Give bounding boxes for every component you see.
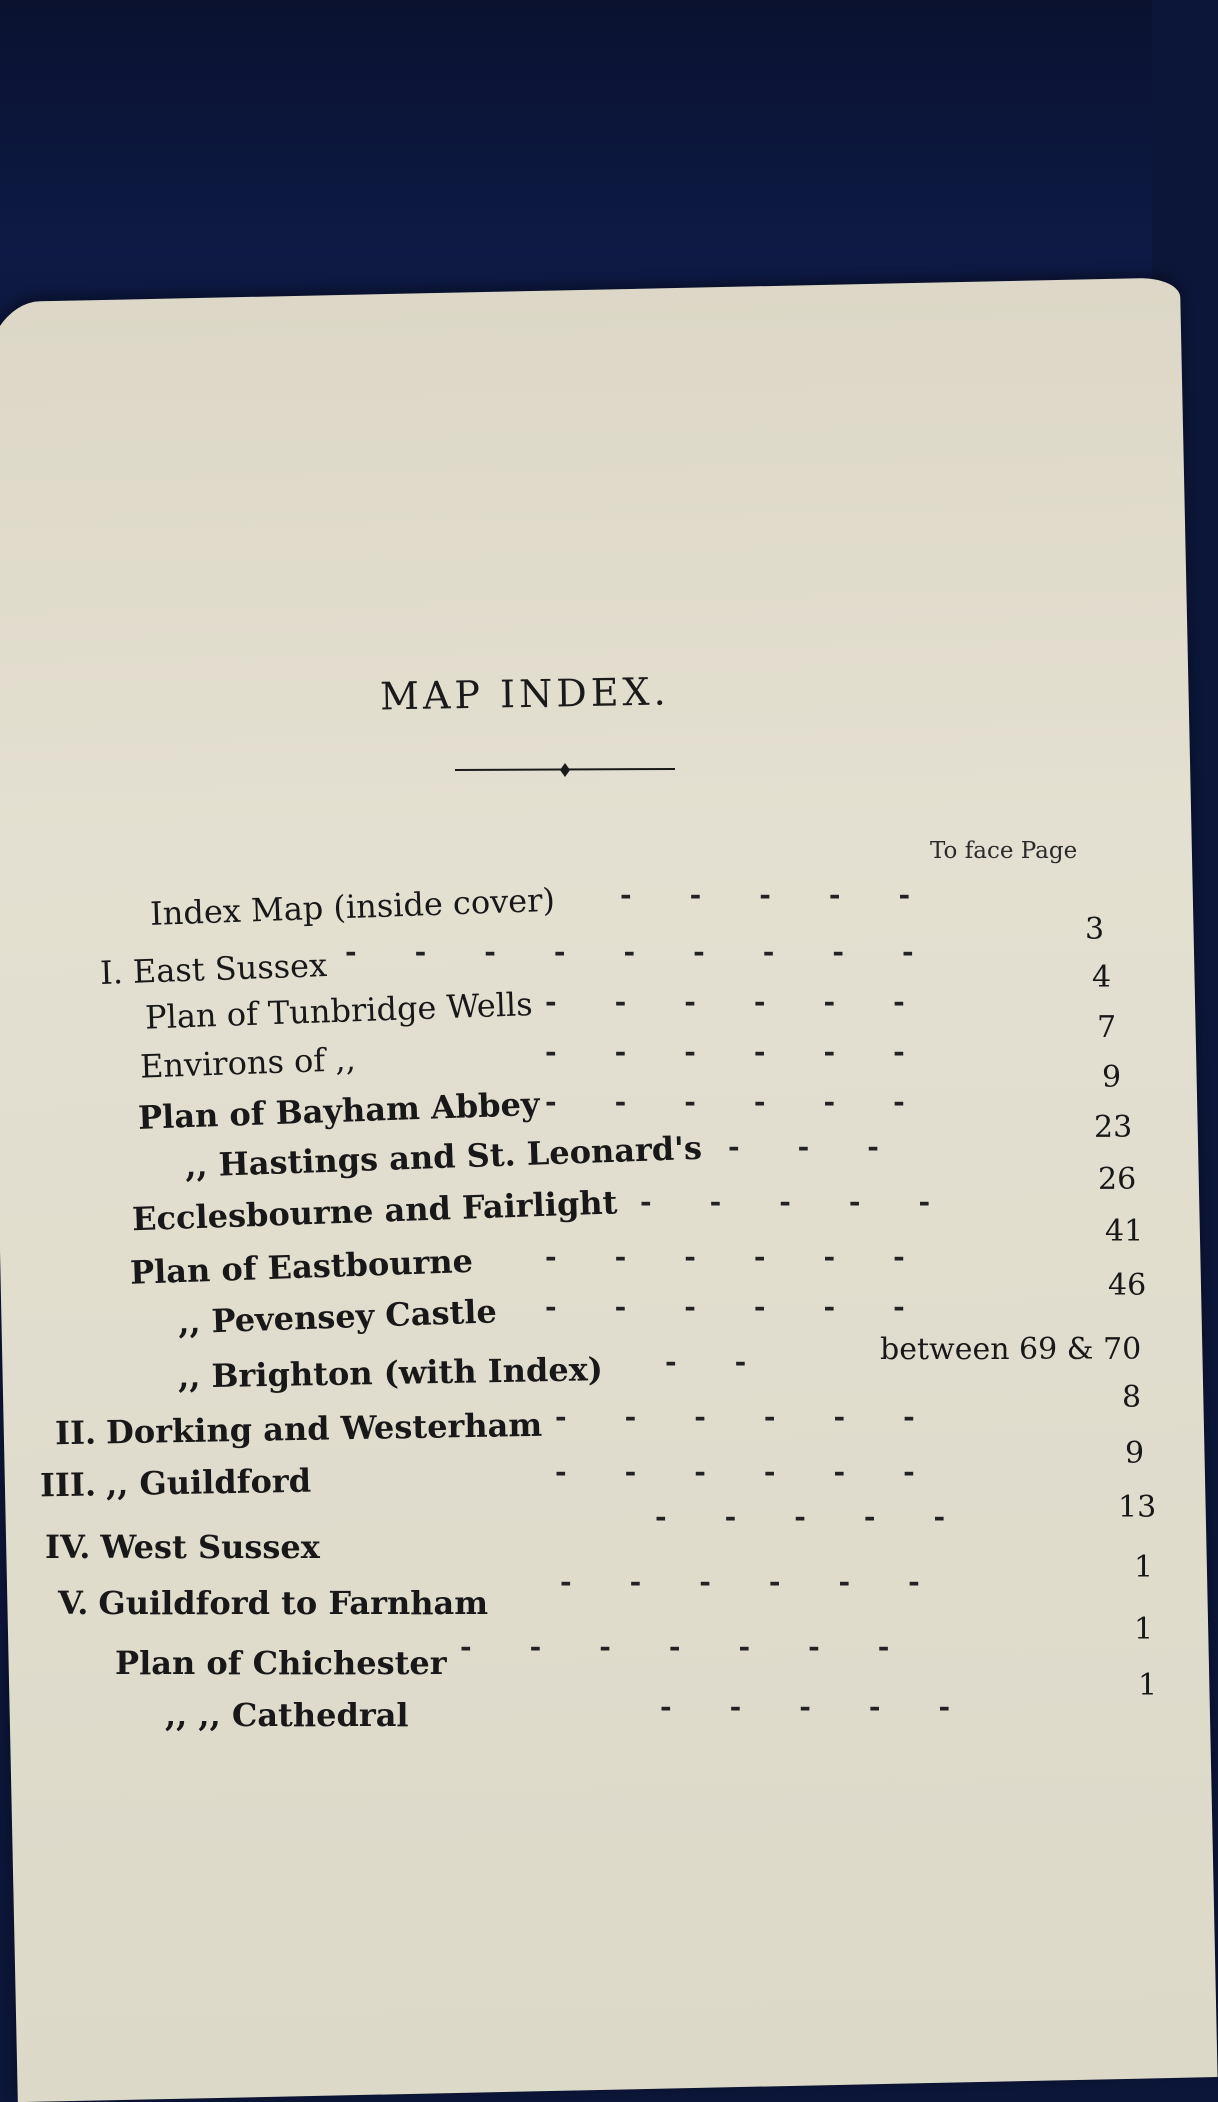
leader-dots: ------ bbox=[545, 1290, 963, 1323]
entry-page: 3 bbox=[1085, 912, 1105, 947]
entry-numeral: I. bbox=[99, 953, 124, 992]
leader-dots: ----- bbox=[655, 1500, 1004, 1533]
index-entry bbox=[134, 985, 533, 1037]
entry-label: Ecclesbourne and Fairlight bbox=[131, 1183, 618, 1239]
entry-page: 1 bbox=[1134, 1612, 1154, 1647]
index-entry bbox=[174, 1129, 702, 1185]
entry-label: Environs of ,, bbox=[139, 1040, 357, 1086]
column-header: To face Page bbox=[930, 838, 1078, 864]
entry-page: 9 bbox=[1125, 1436, 1145, 1471]
entry-numeral: IV. bbox=[45, 1528, 91, 1566]
entry-numeral: III. bbox=[39, 1465, 97, 1505]
index-entry bbox=[119, 1242, 473, 1292]
entry-page: 4 bbox=[1092, 960, 1112, 995]
index-entry bbox=[121, 1183, 617, 1238]
entry-numeral: V. bbox=[58, 1584, 89, 1622]
index-entry bbox=[127, 1085, 540, 1137]
entry-page: 7 bbox=[1097, 1010, 1117, 1045]
index-entry bbox=[40, 1462, 312, 1505]
entry-label: Guildford to Farnham bbox=[98, 1584, 489, 1622]
entry-page: 23 bbox=[1094, 1110, 1133, 1145]
entry-numeral: II. bbox=[54, 1413, 97, 1453]
entry-label: ,, Brighton (with Index) bbox=[177, 1350, 604, 1396]
index-entry bbox=[45, 1528, 320, 1566]
index-entry bbox=[129, 1040, 356, 1086]
index-entry bbox=[167, 1292, 497, 1341]
index-entry bbox=[168, 1350, 603, 1396]
entry-page: between 69 & 70 bbox=[880, 1332, 1142, 1367]
leader-dots: ----- bbox=[660, 1690, 1009, 1723]
index-entry bbox=[99, 946, 327, 992]
entry-label: Plan of Chichester bbox=[115, 1644, 447, 1682]
leader-dots: ------ bbox=[545, 1035, 963, 1068]
entry-page: 1 bbox=[1138, 1668, 1158, 1703]
entry-label: Plan of Bayham Abbey bbox=[137, 1084, 541, 1137]
entry-page: 1 bbox=[1134, 1550, 1154, 1585]
index-entry bbox=[55, 1406, 543, 1452]
entry-page: 13 bbox=[1118, 1490, 1157, 1525]
leader-dots: ------ bbox=[545, 1085, 963, 1118]
page-title: MAP INDEX. bbox=[379, 669, 670, 719]
entry-label: Index Map (inside cover) bbox=[149, 880, 556, 933]
index-entry bbox=[155, 1696, 409, 1734]
index-entry bbox=[105, 1644, 447, 1682]
entry-label: West Sussex bbox=[100, 1528, 320, 1566]
leader-dots: --- bbox=[728, 1130, 937, 1163]
leader-dots: ------ bbox=[545, 1240, 963, 1273]
entry-label: ,, Hastings and St. Leonard's bbox=[184, 1128, 703, 1185]
entry-label: Dorking and Westerham bbox=[105, 1405, 543, 1452]
entry-label: Plan of Tunbridge Wells bbox=[144, 985, 534, 1037]
leader-dots: ----- bbox=[620, 878, 969, 911]
leader-dots: ------ bbox=[545, 985, 963, 1018]
entry-page: 41 bbox=[1105, 1214, 1144, 1249]
title-ornament bbox=[455, 762, 675, 778]
entry-label: ,, Guildford bbox=[105, 1461, 312, 1504]
entry-label: ,, ,, Cathedral bbox=[165, 1696, 409, 1734]
entry-label: ,, Pevensey Castle bbox=[177, 1292, 498, 1342]
index-entry bbox=[58, 1584, 488, 1622]
leader-dots: -- bbox=[665, 1345, 805, 1378]
leader-dots: ------ bbox=[555, 1400, 973, 1433]
entry-label: Plan of Eastbourne bbox=[129, 1241, 474, 1292]
entry-page: 46 bbox=[1108, 1268, 1147, 1303]
entry-page: 8 bbox=[1122, 1380, 1142, 1415]
leader-dots: ------- bbox=[460, 1630, 948, 1663]
entry-page: 9 bbox=[1102, 1060, 1122, 1095]
entry-page: 26 bbox=[1098, 1162, 1137, 1197]
leader-dots: ----- bbox=[640, 1185, 989, 1218]
entry-label: East Sussex bbox=[132, 946, 328, 991]
leader-dots: ------ bbox=[555, 1455, 973, 1488]
leader-dots: ------ bbox=[560, 1565, 978, 1598]
leader-dots: --------- bbox=[345, 935, 972, 968]
index-entry bbox=[139, 881, 555, 933]
